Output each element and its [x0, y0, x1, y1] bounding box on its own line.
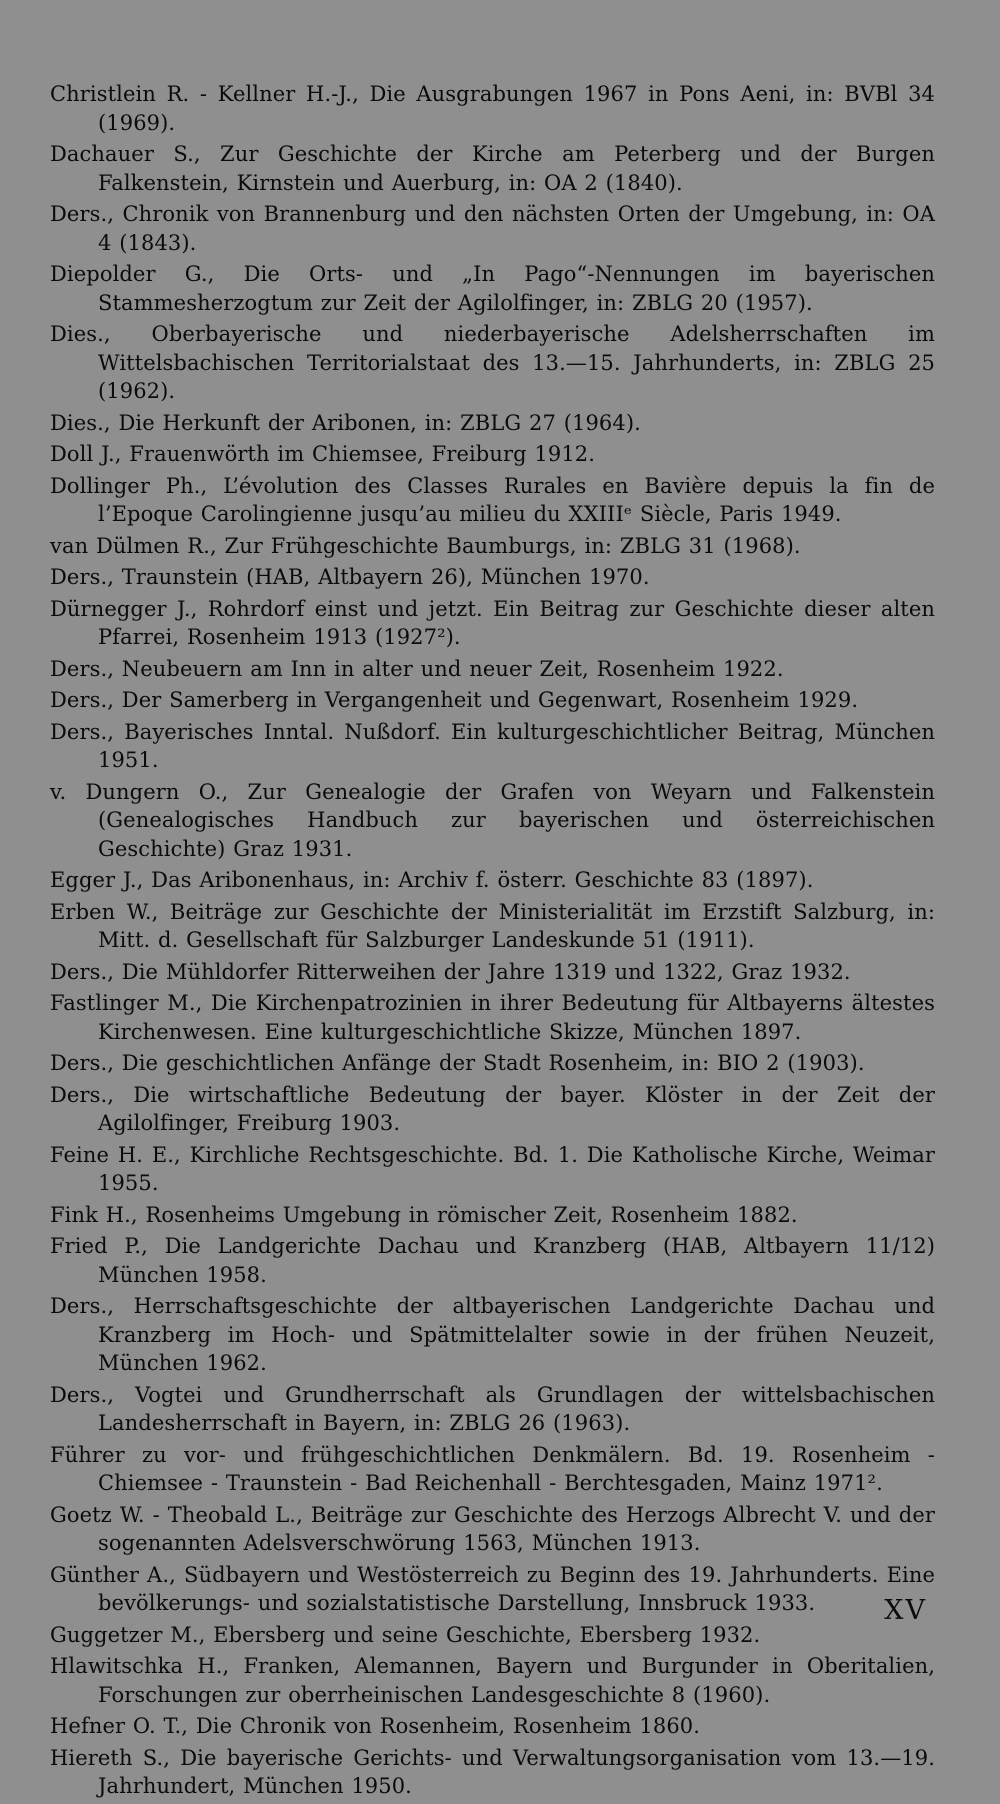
- bibliography-entry: Ders., Vogtei und Grundherrschaft als Grundlagen der wittelsbachischen Landesherrschaft in Bayern, in: ZBLG 26 (1963).: [50, 1382, 935, 1435]
- bibliography-entry: Ders., Die Mühldorfer Ritterweihen der Jahre 1319 und 1322, Graz 1932.: [50, 959, 851, 984]
- bibliography-entry: Fried P., Die Landgerichte Dachau und Kranzberg (HAB, Altbayern 11/12) München 1958.: [50, 1234, 935, 1287]
- bibliography-entry: v. Dungern O., Zur Genealogie der Grafen von Weyarn und Falkenstein (Genealogisches Handbuch zur bayerischen und österreichischen Geschichte) Graz 1931.: [50, 779, 935, 861]
- bibliography-entry: Ders., Chronik von Brannenburg und den nächsten Orten der Umgebung, in: OA 4 (1843).: [50, 202, 935, 255]
- bibliography-entry: Dollinger Ph., L’évolution des Classes Rurales en Bavière depuis la fin de l’Epoque Carolingienne jusqu’au milieu du XXIIIᵉ Siècle, Paris 1949.: [50, 473, 935, 526]
- bibliography-entry: Christlein R. - Kellner H.-J., Die Ausgrabungen 1967 in Pons Aeni, in: BVBl 34 (1969).: [50, 82, 935, 135]
- bibliography-entry: Ders., Die geschichtlichen Anfänge der Stadt Rosenheim, in: BIO 2 (1903).: [50, 1051, 865, 1075]
- bibliography-entry: Ders., Traunstein (HAB, Altbayern 26), München 1970.: [50, 565, 650, 589]
- bibliography-entry: Dies., Oberbayerische und niederbayerische Adelsherrschaften im Wittelsbachischen Territorialstaat des 13.—15. Jahrhunderts, in: ZBLG 25 (1962).: [50, 322, 935, 403]
- bibliography-entry: Diepolder G., Die Orts- und „In Pago“-Nennungen im bayerischen Stammesherzogtum zur Zeit der Agilolfinger, in: ZBLG 20 (1957).: [50, 262, 935, 315]
- bibliography-entry: Ders., Die wirtschaftliche Bedeutung der bayer. Klöster in der Zeit der Agilolfinger, Freiburg 1903.: [50, 1082, 935, 1135]
- bibliography-entry: Hefner O. T., Die Chronik von Rosenheim, Rosenheim 1860.: [50, 1714, 701, 1738]
- bibliography-entry: Guggetzer M., Ebersberg und seine Geschichte, Ebersberg 1932.: [50, 1622, 761, 1647]
- bibliography-entry: Erben W., Beiträge zur Geschichte der Ministerialität im Erzstift Salzburg, in: Mitt. d. Gesellschaft für Salzburger Landeskunde 51 (1911).: [50, 899, 935, 952]
- bibliography-entry: Doll J., Frauenwörth im Chiemsee, Freiburg 1912.: [50, 442, 596, 466]
- bibliography-entry: Hiereth S., Die bayerische Gerichts- und Verwaltungsorganisation vom 13.—19. Jahrhundert, München 1950.: [50, 1745, 935, 1798]
- bibliography-entry: van Dülmen R., Zur Frühgeschichte Baumburgs, in: ZBLG 31 (1968).: [50, 533, 801, 558]
- bibliography-entry: Egger J., Das Aribonenhaus, in: Archiv f. österr. Geschichte 83 (1897).: [50, 868, 814, 892]
- bibliography-entry: Hlawitschka H., Franken, Alemannen, Bayern und Burgunder in Oberitalien, Forschungen zur oberrheinischen Landesgeschichte 8 (1960).: [50, 1654, 935, 1707]
- bibliography-entry: Ders., Der Samerberg in Vergangenheit und Gegenwart, Rosenheim 1929.: [50, 688, 859, 712]
- bibliography-entry: Goetz W. - Theobald L., Beiträge zur Geschichte des Herzogs Albrecht V. und der sogenannten Adelsverschwörung 1563, München 1913.: [50, 1502, 935, 1555]
- bibliography-entry: Fink H., Rosenheims Umgebung in römischer Zeit, Rosenheim 1882.: [50, 1202, 798, 1227]
- bibliography-entry: Dachauer S., Zur Geschichte der Kirche am Peterberg und der Burgen Falkenstein, Kirnstein und Auerburg, in: OA 2 (1840).: [50, 142, 935, 195]
- bibliography-entry: Ders., Bayerisches Inntal. Nußdorf. Ein kulturgeschichtlicher Beitrag, München 1951.: [50, 719, 935, 772]
- bibliography-page: [50, 80, 935, 1804]
- bibliography-entry: Dürnegger J., Rohrdorf einst und jetzt. Ein Beitrag zur Geschichte dieser alten Pfarrei, Rosenheim 1913 (1927²).: [50, 596, 935, 649]
- bibliography-entry: Ders., Neubeuern am Inn in alter und neuer Zeit, Rosenheim 1922.: [50, 656, 784, 681]
- page-number: XV: [884, 1595, 927, 1626]
- bibliography-entry: Führer zu vor- und frühgeschichtlichen Denkmälern. Bd. 19. Rosenheim - Chiemsee - Traunstein - Bad Reichenhall - Berchtesgaden, Mainz 1971².: [50, 1442, 935, 1495]
- bibliography-entry: Günther A., Südbayern und Westösterreich zu Beginn des 19. Jahrhunderts. Eine bevölkerungs- und sozialstatistische Darstellung, Innsbruck 1933.: [50, 1562, 935, 1615]
- bibliography-entry: Ders., Herrschaftsgeschichte der altbayerischen Landgerichte Dachau und Kranzberg im Hoch- und Spätmittelalter sowie in der frühen Neuzeit, München 1962.: [50, 1294, 935, 1375]
- bibliography-entry: Fastlinger M., Die Kirchenpatrozinien in ihrer Bedeutung für Altbayerns ältestes Kirchenwesen. Eine kulturgeschichtliche Skizze, München 1897.: [50, 991, 935, 1044]
- bibliography-entry: Dies., Die Herkunft der Aribonen, in: ZBLG 27 (1964).: [50, 410, 641, 435]
- bibliography-entry: Feine H. E., Kirchliche Rechtsgeschichte. Bd. 1. Die Katholische Kirche, Weimar 1955.: [50, 1142, 935, 1195]
